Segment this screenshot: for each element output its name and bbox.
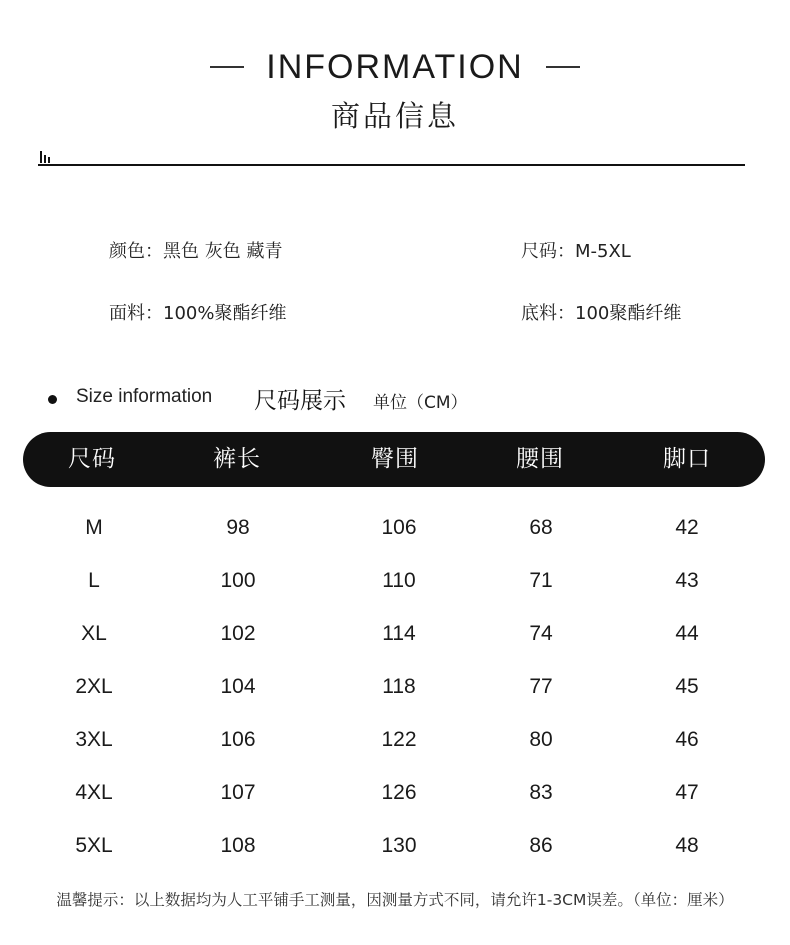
cell-hem: 42 bbox=[675, 516, 699, 539]
table-row bbox=[0, 819, 790, 872]
cell-length: 98 bbox=[226, 516, 250, 539]
cell-hem: 47 bbox=[675, 781, 699, 804]
footer-note: 温馨提示：以上数据均为人工平铺手工测量，因测量方式不同，请允许1-3CM误差。（单位：厘米） bbox=[56, 891, 734, 909]
col-size: 尺码 bbox=[68, 446, 116, 472]
cell-waist: 86 bbox=[529, 834, 553, 857]
col-waist: 腰围 bbox=[516, 446, 564, 472]
size-table-header bbox=[23, 432, 765, 487]
table-row bbox=[0, 501, 790, 554]
bar-chart-icon bbox=[40, 151, 54, 163]
table-row bbox=[0, 766, 790, 819]
cell-hip: 122 bbox=[381, 728, 417, 751]
cell-size: M bbox=[85, 516, 103, 539]
spec-size: 尺码：M-5XL bbox=[521, 241, 631, 262]
title-cn: 商品信息 bbox=[330, 99, 459, 133]
cell-size: XL bbox=[81, 622, 107, 645]
left-dash bbox=[210, 66, 244, 68]
col-length: 裤长 bbox=[213, 446, 261, 472]
spec-color: 颜色：黑色 灰色 藏青 bbox=[109, 241, 283, 262]
cell-size: 2XL bbox=[75, 675, 113, 698]
cell-hem: 48 bbox=[675, 834, 699, 857]
table-row bbox=[0, 713, 790, 766]
cell-size: L bbox=[88, 569, 100, 592]
cell-size: 4XL bbox=[75, 781, 113, 804]
cell-waist: 80 bbox=[529, 728, 553, 751]
bullet-icon bbox=[48, 395, 57, 404]
spec-lining: 底料：100聚酯纤维 bbox=[521, 303, 682, 324]
header-divider bbox=[38, 164, 745, 166]
cell-hip: 106 bbox=[381, 516, 417, 539]
cell-hem: 46 bbox=[675, 728, 699, 751]
table-row bbox=[0, 554, 790, 607]
cell-length: 107 bbox=[220, 781, 256, 804]
cell-size: 3XL bbox=[75, 728, 113, 751]
col-hip: 臀围 bbox=[371, 446, 419, 472]
cell-waist: 74 bbox=[529, 622, 553, 645]
cell-hip: 130 bbox=[381, 834, 417, 857]
cell-hem: 45 bbox=[675, 675, 699, 698]
col-hem: 脚口 bbox=[663, 446, 711, 472]
cell-length: 104 bbox=[220, 675, 256, 698]
spec-fabric: 面料：100%聚酯纤维 bbox=[109, 303, 287, 324]
cell-waist: 71 bbox=[529, 569, 553, 592]
size-title-cn: 尺码展示 bbox=[254, 388, 346, 414]
cell-hem: 43 bbox=[675, 569, 699, 592]
cell-hip: 118 bbox=[382, 675, 416, 698]
cell-hip: 110 bbox=[382, 569, 416, 592]
cell-waist: 77 bbox=[529, 675, 553, 698]
cell-length: 106 bbox=[220, 728, 256, 751]
cell-hip: 126 bbox=[381, 781, 417, 804]
table-row bbox=[0, 607, 790, 660]
table-row bbox=[0, 660, 790, 713]
cell-size: 5XL bbox=[75, 834, 113, 857]
title-en: INFORMATION bbox=[266, 47, 524, 86]
size-title-en: Size information bbox=[76, 386, 213, 407]
cell-length: 100 bbox=[220, 569, 256, 592]
cell-hem: 44 bbox=[675, 622, 699, 645]
cell-length: 108 bbox=[220, 834, 256, 857]
cell-waist: 83 bbox=[529, 781, 553, 804]
cell-length: 102 bbox=[220, 622, 256, 645]
header-en bbox=[0, 44, 790, 90]
right-dash bbox=[546, 66, 580, 68]
cell-hip: 114 bbox=[382, 622, 416, 645]
cell-waist: 68 bbox=[529, 516, 553, 539]
size-unit: 单位（CM） bbox=[373, 393, 468, 413]
